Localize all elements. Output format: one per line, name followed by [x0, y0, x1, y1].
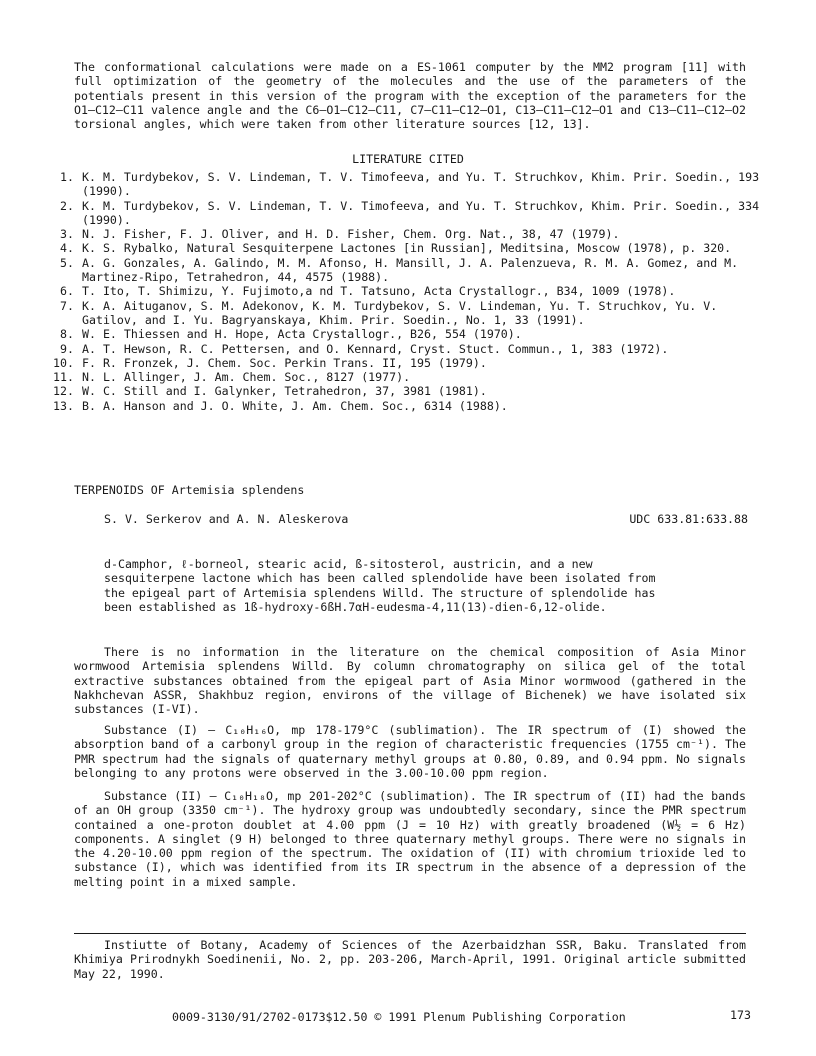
- reference-item: [48, 227, 760, 241]
- reference-item: [48, 370, 760, 384]
- reference-item: [48, 399, 760, 413]
- reference-number: 6.: [60, 284, 74, 299]
- footnote-divider: [74, 933, 746, 934]
- reference-number: 5.: [60, 255, 74, 270]
- reference-text: K. S. Rybalko, Natural Sesquiterpene Lactones [in Russian], Meditsina, Moscow (1978), p. 320.: [82, 241, 732, 256]
- reference-number: 13.: [53, 398, 74, 413]
- reference-item: [48, 384, 760, 398]
- reference-text: K. M. Turdybekov, S. V. Lindeman, T. V. Timofeeva, and Yu. T. Struchkov, Khim. Prir. Soedin., 193 (1990).: [82, 170, 760, 199]
- body-paragraph: Substance (I) — C₁₀H₁₆O, mp 178-179°C (sublimation). The IR spectrum of (I) showed the absorption band of a carbonyl group in the region of characteristic frequencies (1755 cm⁻¹). The PMR spectrum had the signals of quaternary methyl groups at 0.80, 0.89, and 0.94 ppm. No signals belonging to any protons were observed in the 3.00-10.00 ppm region.: [74, 723, 746, 780]
- reference-text: A. T. Hewson, R. C. Pettersen, and O. Kennard, Cryst. Stuct. Commun., 1, 383 (1972).: [82, 341, 669, 356]
- article-title: TERPENOIDS OF Artemisia splendens: [74, 483, 305, 497]
- reference-number: 7.: [60, 298, 74, 313]
- body-paragraph: Substance (II) — C₁₀H₁₈O, mp 201-202°C (sublimation). The IR spectrum of (II) had the bands of an OH group (3350 cm⁻¹). The hydroxy group was undoubtedly secondary, since the PMR spectrum contained a one-proton doublet at 4.00 ppm (J = 10 Hz) with greatly broadened (W½ = 6 Hz) components. A singlet (9 H) belonged to three quaternary methyl groups. There were no signals in the 4.20-10.00 ppm region of the spectrum. The oxidation of (II) with chromium trioxide led to substance (I), which was identified from its IR spectrum in the absence of a depression of the melting point in a mixed sample.: [74, 789, 746, 889]
- reference-text: F. R. Fronzek, J. Chem. Soc. Perkin Trans. II, 195 (1979).: [82, 355, 487, 370]
- reference-number: 4.: [60, 241, 74, 256]
- reference-item: [48, 327, 760, 341]
- reference-number: 1.: [60, 170, 74, 184]
- reference-text: N. L. Allinger, J. Am. Chem. Soc., 8127 (1977).: [82, 370, 411, 385]
- article-authors: S. V. Serkerov and A. N. Aleskerova: [104, 512, 349, 526]
- reference-number: 3.: [60, 227, 74, 242]
- reference-item: [48, 299, 760, 328]
- reference-item: [48, 356, 760, 370]
- reference-text: B. A. Hanson and J. O. White, J. Am. Chem. Soc., 6314 (1988).: [82, 398, 508, 413]
- reference-text: K. M. Turdybekov, S. V. Lindeman, T. V. Timofeeva, and Yu. T. Struchkov, Khim. Prir. Soedin., 334 (1990).: [82, 198, 760, 227]
- reference-item: [48, 170, 760, 199]
- footer-copyright: 0009-3130/91/2702-0173$12.50 © 1991 Plenum Publishing Corporation: [172, 1010, 626, 1024]
- reference-text: A. G. Gonzales, A. Galindo, M. M. Afonso, H. Mansill, J. A. Palenzueva, R. M. A. Gomez, and M. Martinez-Ripo, Tetrahedron, 44, 4575 (1988).: [82, 255, 739, 285]
- reference-item: [48, 241, 760, 255]
- abstract: d-Camphor, ℓ-borneol, stearic acid, ß-sitosterol, austricin, and a new sesquiterpene lactone which has been called splendolide have been isolated from the epigeal part of Artemisia splendens Willd. The structure of splendolide has been established as 1ß-hydroxy-6ßH.7αH-eudesma-4,11(13)-dien-6,12-olide.: [104, 557, 656, 614]
- reference-item: [48, 284, 760, 298]
- reference-number: 11.: [53, 370, 74, 385]
- reference-number: 12.: [53, 384, 74, 399]
- reference-text: K. A. Aituganov, S. M. Adekonov, K. M. Turdybekov, S. V. Lindeman, Yu. T. Struchkov, Yu. V. Gatilov, and I. Yu. Bagryanskaya, Khim. Prir. Soedin., No. 1, 33 (1991).: [82, 298, 718, 327]
- body-paragraph: There is no information in the literature on the chemical composition of Asia Minor wormwood Artemisia splendens Willd. By column chromatography on silica gel of the total extractive substances obtained from the epigeal part of Asia Minor wormwood (gathered in the Nakhchevan ASSR, Shakhbuz region, environs of the village of Bichenek) we have isolated six substances (I-VI).: [74, 645, 746, 717]
- reference-number: 2.: [60, 198, 74, 213]
- reference-text: W. E. Thiessen and H. Hope, Acta Crystallogr., B26, 554 (1970).: [82, 327, 522, 342]
- reference-text: T. Ito, T. Shimizu, Y. Fujimoto,a nd T. Tatsuno, Acta Crystallogr., B34, 1009 (1978).: [82, 284, 676, 299]
- reference-text: N. J. Fisher, F. J. Oliver, and H. D. Fisher, Chem. Org. Nat., 38, 47 (1979).: [82, 227, 620, 242]
- reference-text: W. C. Still and I. Galynker, Tetrahedron, 37, 3981 (1981).: [82, 384, 487, 399]
- intro-paragraph: The conformational calculations were made on a ES-1061 computer by the MM2 program [11] with full optimization of the geometry of the molecules and the use of the parameters of the potentials present in this version of the program with the exception of the parameters for the O1—C12—C11 valence angle and the C6—O1—C12—C11, C7—C11—C12—O1, C13—C11—C12—O1 and C13—C11—C12—O2 torsional angles, which were taken from other literature sources [12, 13].: [74, 60, 746, 132]
- footnote: Instiutte of Botany, Academy of Sciences of the Azerbaidzhan SSR, Baku. Translated from Khimiya Prirodnykh Soedinenii, No. 2, pp. 203-206, March-April, 1991. Original article submitted May 22, 1990.: [74, 938, 746, 981]
- page-number: 173: [730, 1008, 751, 1022]
- reference-item: [48, 256, 760, 285]
- reference-number: 8.: [60, 327, 74, 342]
- reference-list: [48, 170, 760, 413]
- reference-number: 10.: [53, 355, 74, 370]
- literature-cited-heading: LITERATURE CITED: [352, 152, 464, 166]
- reference-item: [48, 199, 760, 228]
- reference-item: [48, 342, 760, 356]
- udc-code: UDC 633.81:633.88: [629, 512, 748, 526]
- reference-number: 9.: [60, 341, 74, 356]
